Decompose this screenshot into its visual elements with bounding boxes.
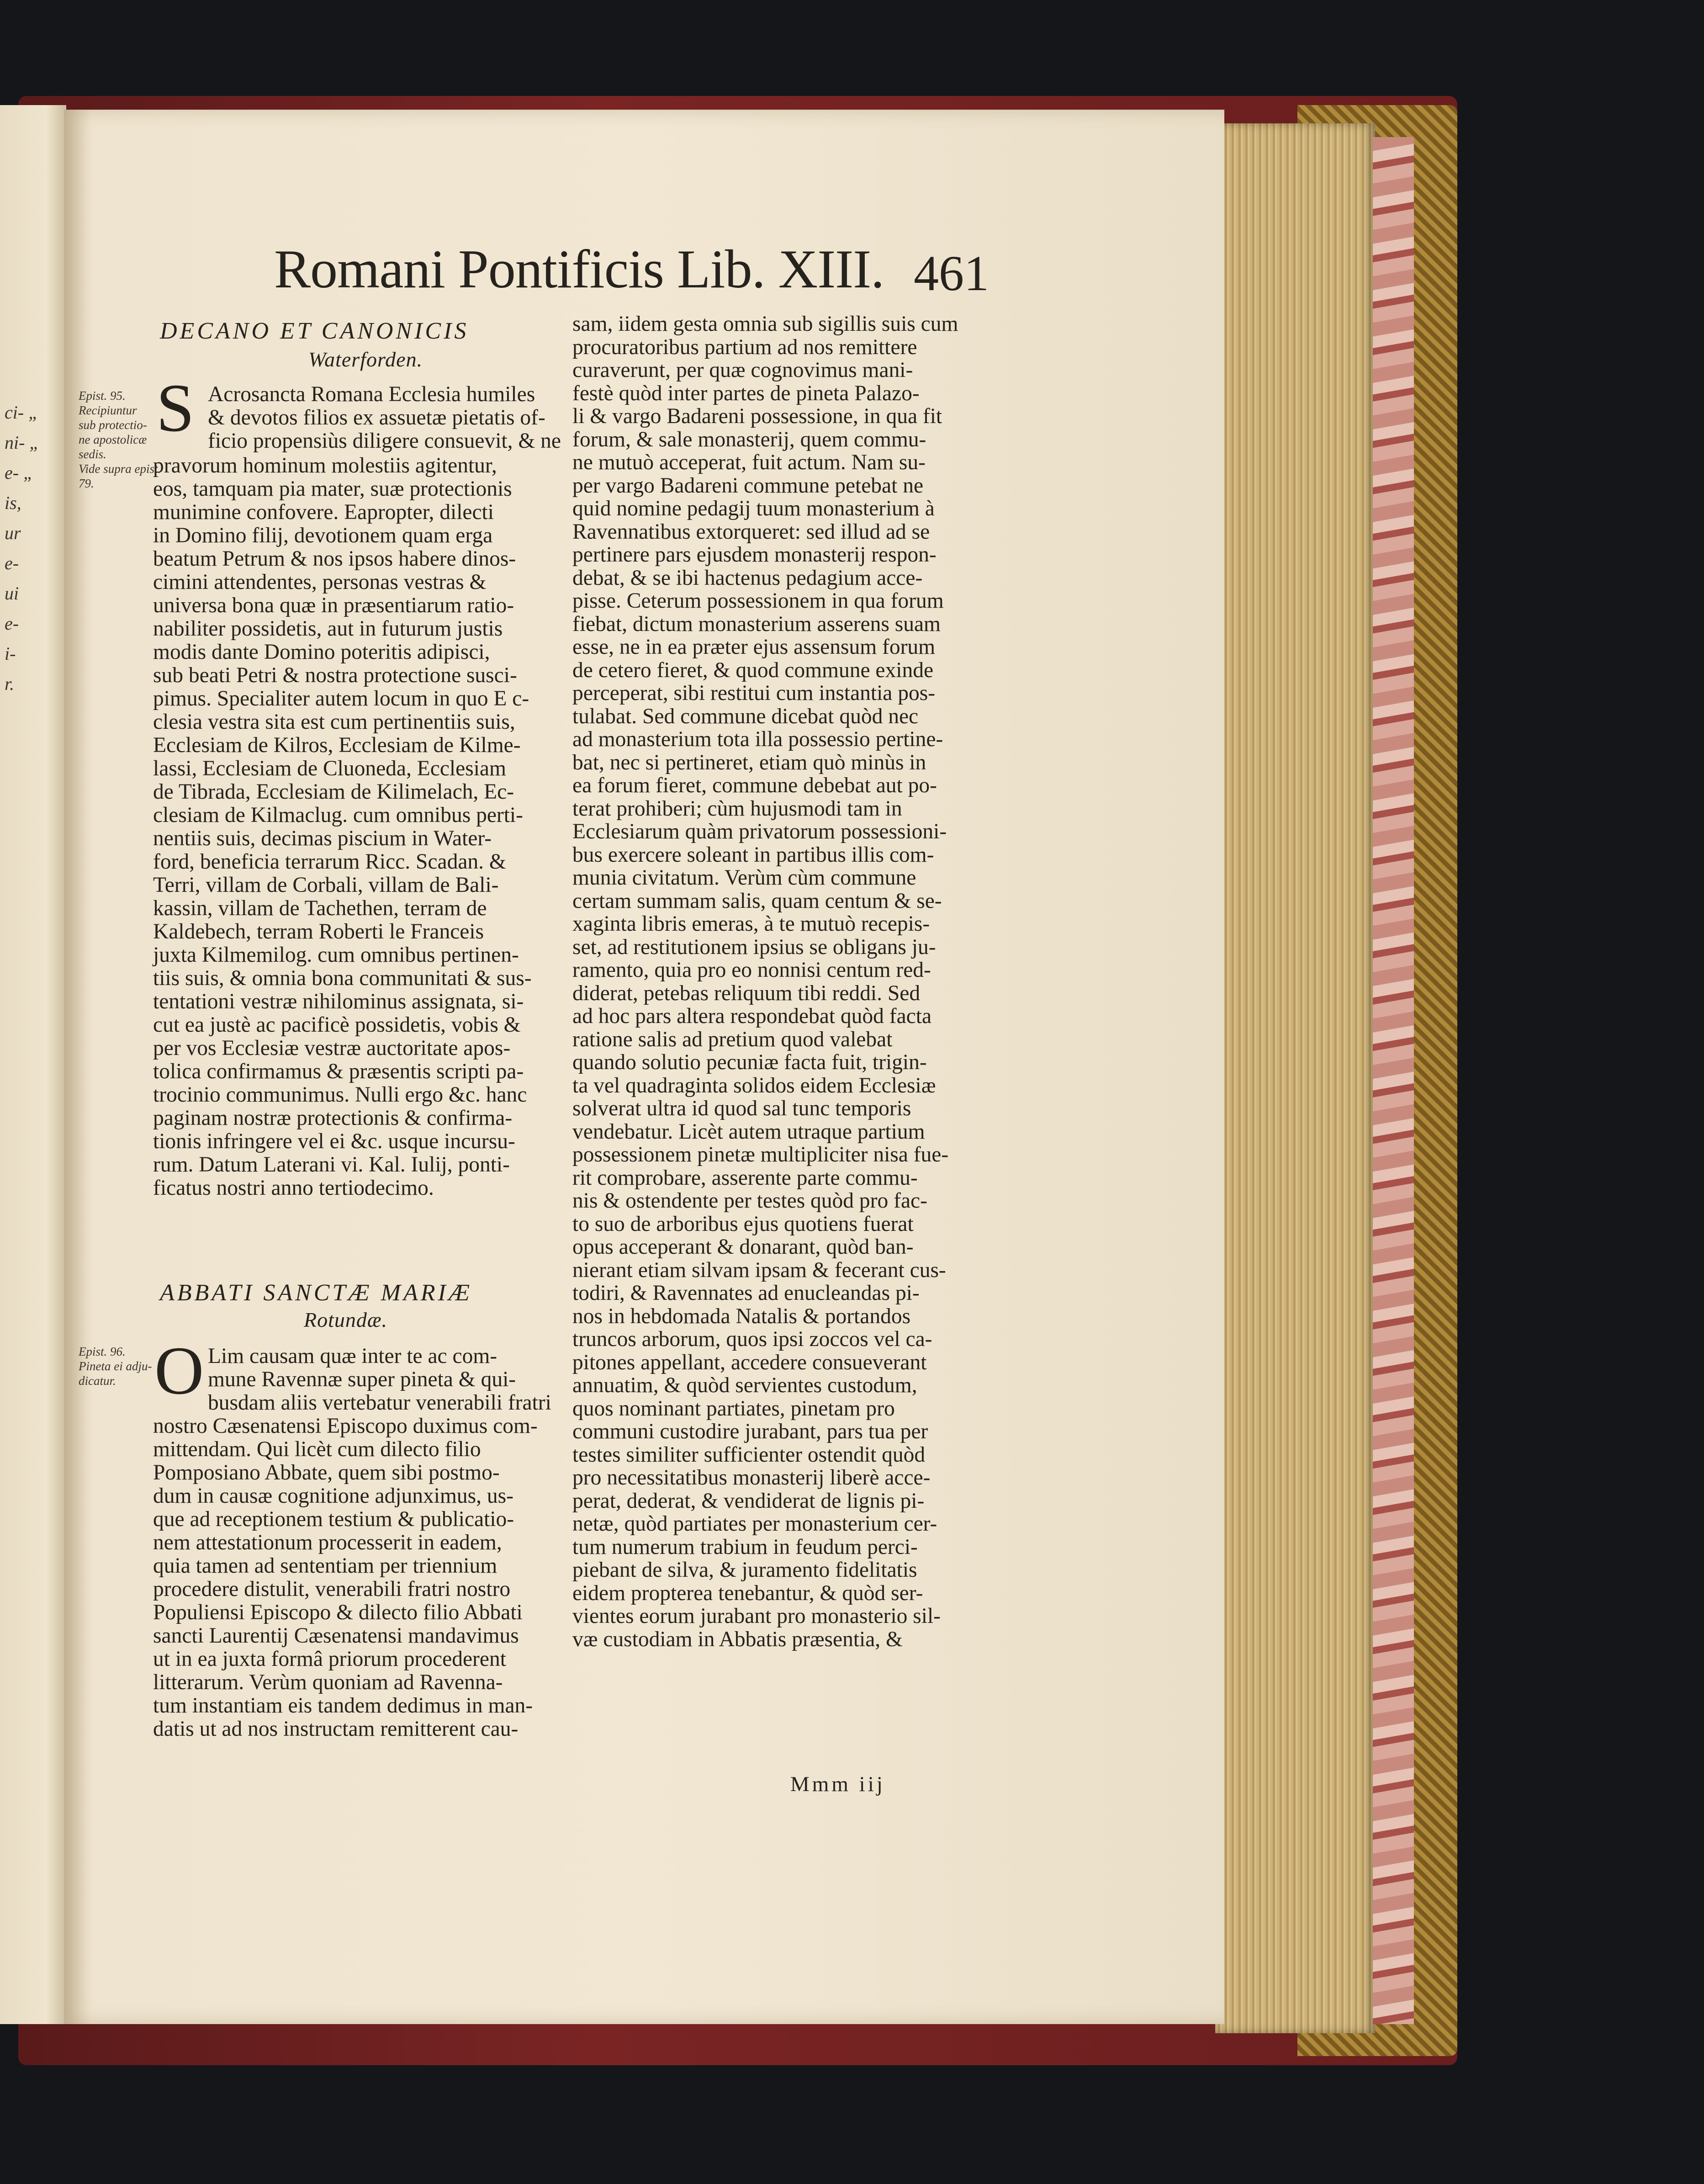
marbled-endpaper <box>1373 137 1414 2024</box>
text-line: litterarum. Verùm quoniam ad Ravenna- <box>153 1670 503 1694</box>
text-line: vientes eorum jurabant pro monasterio sil- <box>572 1604 941 1628</box>
text-line: tolica confirmamus & præsentis scripti pa- <box>153 1060 524 1083</box>
text-line: terat prohiberi; cùm hujusmodi tam in <box>572 796 902 821</box>
letter2-first-lines <box>208 1345 551 1415</box>
text-line: ne mutuò acceperat, fuit actum. Nam su- <box>572 451 926 474</box>
text-line: modis dante Domino poteritis adipisci, <box>153 640 490 664</box>
text-line: procuratoribus partium ad nos remittere <box>572 335 917 359</box>
letter1-margin-note <box>79 388 161 491</box>
left-page-fragment: i- <box>5 643 16 664</box>
text-line: opus acceperant & donarant, quòd ban- <box>572 1235 914 1259</box>
text-line: piebant de silva, & juramento fidelitatis <box>572 1558 917 1582</box>
text-line: væ custodiam in Abbatis præsentia, & <box>572 1627 903 1651</box>
text-line: ad monasterium tota illa possessio pertine- <box>572 727 943 751</box>
page-number: 461 <box>914 245 989 301</box>
text-line: Acrosancta Romana Ecclesia humiles <box>208 382 535 406</box>
text-line: beatum Petrum & nos ipsos habere dinos- <box>153 547 516 571</box>
text-line: li & vargo Badareni possessione, in qua fit <box>572 404 942 428</box>
text-line: mittendam. Qui licèt cum dilecto filio <box>153 1437 481 1461</box>
text-line: sam, iidem gesta omnia sub sigillis suis cum <box>572 312 958 336</box>
text-line: paginam nostræ protectionis & confirma- <box>153 1106 513 1130</box>
text-line: quid nomine pedagij tuum monasterium à <box>572 497 935 520</box>
text-line: de cetero fieret, & quod commune exinde <box>572 658 934 682</box>
text-line: quia tamen ad sententiam per triennium <box>153 1554 497 1578</box>
text-line: quando solutio pecuniæ facta fuit, trigin- <box>572 1050 927 1074</box>
text-line: Kaldebech, terram Roberti le Franceis <box>153 920 484 944</box>
text-line: ficio propensiùs diligere consuevit, & ne <box>208 429 561 453</box>
text-line: sancti Laurentij Cæsenatensi mandavimus <box>153 1624 519 1648</box>
text-line: ratione salis ad pretium quod valebat <box>572 1027 893 1051</box>
text-line: perat, dederat, & vendiderat de lignis pi- <box>572 1489 925 1513</box>
left-page-fragment: ur <box>5 523 21 543</box>
text-line: festè quòd inter partes de pineta Palazo- <box>572 381 920 405</box>
left-page-fragment: is, <box>5 493 21 513</box>
text-line: bat, nec si pertineret, etiam quò minùs in <box>572 750 926 774</box>
text-line: per vargo Badareni commune petebat ne <box>572 473 924 498</box>
margin-note-line: 79. <box>79 477 94 490</box>
text-line: Ravennatibus extorqueret: sed illud ad se <box>572 519 930 544</box>
left-page-fragments <box>5 398 59 699</box>
text-line: mune Ravennæ super pineta & qui- <box>208 1368 516 1391</box>
text-line: certam summam salis, quam centum & se- <box>572 889 942 913</box>
letter1-heading: DECANO ET CANONICIS <box>160 318 469 344</box>
letter2-subheading: Rotundæ. <box>304 1308 388 1331</box>
text-line: lassi, Ecclesiam de Cluoneda, Ecclesiam <box>153 757 506 780</box>
text-line: munimine confovere. Eapropter, dilecti <box>153 500 494 524</box>
text-line: xaginta libris emeras, à te mutuò recepis- <box>572 912 930 936</box>
text-line: ad hoc pars altera respondebat quòd facta <box>572 1004 932 1028</box>
text-line: bus exercere soleant in partibus illis com- <box>572 843 934 867</box>
text-line: quos nominant partiates, pinetam pro <box>572 1396 895 1421</box>
text-line: & devotos filios ex assuetæ pietatis of- <box>208 406 545 429</box>
text-line: tum numerum trabium in feudum perci- <box>572 1535 918 1559</box>
text-line: sub beati Petri & nostra protectione susci- <box>153 663 517 687</box>
text-line: de Tibrada, Ecclesiam de Kilimelach, Ec- <box>153 780 514 804</box>
text-line: cut ea justè ac pacificè possidetis, vobis & <box>153 1013 521 1037</box>
text-line: tulabat. Sed commune dicebat quòd nec <box>572 704 919 728</box>
text-line: Pomposiano Abbate, quem sibi postmo- <box>153 1461 500 1484</box>
text-line: netæ, quòd partiates per monasterium cer- <box>572 1512 937 1536</box>
left-page-fragment: e- <box>5 613 19 634</box>
text-line: esse, ne in ea præter ejus assensum forum <box>572 635 936 659</box>
text-line: testes similiter sufficienter ostendit quòd <box>572 1442 926 1467</box>
text-line: rit comprobare, asserente parte commu- <box>572 1166 918 1190</box>
margin-note-line: Recipiuntur <box>79 403 137 417</box>
text-line: solverat ultra id quod sal tunc temporis <box>572 1097 911 1120</box>
text-line: eidem propterea tenebantur, & quòd ser- <box>572 1581 923 1605</box>
text-line: pro necessitatibus monasterij liberè acce- <box>572 1466 931 1490</box>
left-page-fragment: r. <box>5 673 15 694</box>
running-head: Romani Pontificis Lib. XIII. <box>274 239 884 299</box>
text-line: trocinio communimus. Nulli ergo &c. hanc <box>153 1083 527 1107</box>
letter1-first-lines <box>208 383 561 453</box>
text-line: communi custodire jurabant, pars tua per <box>572 1420 928 1443</box>
text-line: in Domino filij, devotionem quam erga <box>153 524 493 547</box>
text-line: procedere distulit, venerabili fratri nostro <box>153 1577 511 1601</box>
text-line: tentationi vestræ nihilominus assignata, si- <box>153 990 524 1013</box>
margin-note-line: Epist. 96. <box>79 1345 126 1358</box>
text-line: nostro Cæsenatensi Episcopo duximus com- <box>153 1414 538 1438</box>
text-line: tionis infringere vel ei &c. usque incursu- <box>153 1129 515 1153</box>
text-line: datis ut ad nos instructam remitterent cau- <box>153 1717 519 1741</box>
text-line: universa bona quæ in præsentiarum ratio- <box>153 594 514 617</box>
margin-note-line: ne apostolicæ <box>79 433 147 446</box>
text-line: ramento, quia pro eo nonnisi centum red- <box>572 958 931 982</box>
text-line: nabiliter possidetis, aut in futurum justis <box>153 617 503 641</box>
text-line: rum. Datum Laterani vi. Kal. Iulij, ponti- <box>153 1153 510 1177</box>
text-line: ford, beneficia terrarum Ricc. Scadan. & <box>153 850 506 874</box>
margin-note-line: sub protectio- <box>79 418 147 432</box>
text-line: nierant etiam silvam ipsam & fecerant cus- <box>572 1258 946 1282</box>
text-line: set, ad restitutionem ipsius se obligans ju- <box>572 935 936 959</box>
text-line: ficatus nostri anno tertiodecimo. <box>153 1176 434 1200</box>
text-line: annuatim, & quòd servientes custodum, <box>572 1373 917 1397</box>
margin-note-line: Epist. 95. <box>79 389 126 403</box>
left-page-fragment: ui <box>5 583 19 604</box>
left-page-fragment: ci- „ <box>5 402 39 423</box>
text-line: truncos arborum, quos ipsi zoccos vel ca- <box>572 1327 932 1351</box>
left-page-edge <box>0 105 66 2024</box>
text-line: perceperat, sibi restitui cum instantia pos- <box>572 681 936 705</box>
text-line: tiis suis, & omnia bona communitati & sus- <box>153 966 532 990</box>
text-line: pisse. Ceterum possessionem in qua forum <box>572 589 944 613</box>
margin-note-line: Vide supra epist. <box>79 462 161 476</box>
text-line: clesiam de Kilmaclug. cum omnibus perti- <box>153 803 523 827</box>
text-line: juxta Kilmemilog. cum omnibus pertinen- <box>153 943 519 967</box>
text-line: nos in hebdomada Natalis & portandos <box>572 1304 911 1328</box>
text-line: ea forum fieret, commune debebat aut po- <box>572 774 937 797</box>
text-line: pravorum hominum molestiis agitentur, <box>153 454 497 477</box>
letter2-margin-note <box>79 1344 152 1388</box>
right-column-body <box>572 313 974 1651</box>
text-line: dum in causæ cognitione adjunximus, us- <box>153 1484 513 1508</box>
text-line: pimus. Specialiter autem locum in quo E c- <box>153 687 529 710</box>
text-line: forum, & sale monasterij, quem commu- <box>572 427 926 451</box>
text-line: Terri, villam de Corbali, villam de Bali- <box>153 873 499 897</box>
left-page-fragment: ni- „ <box>5 432 40 453</box>
margin-note-line: Pineta ei adju- <box>79 1359 152 1373</box>
text-line: possessionem pinetæ multipliciter nisa fue- <box>572 1143 949 1166</box>
letter2-body <box>153 1415 550 1741</box>
signature-mark: Mmm iij <box>790 1772 885 1796</box>
text-line: eos, tamquam pia mater, suæ protectionis <box>153 477 512 501</box>
text-line: ta vel quadraginta solidos eidem Ecclesiæ <box>572 1073 936 1097</box>
text-line: curaverunt, per quæ cognovimus mani- <box>572 358 913 382</box>
text-line: to suo de arboribus ejus quotiens fuerat <box>572 1212 914 1236</box>
text-line: pitones appellant, accedere consueverant <box>572 1350 927 1374</box>
text-line: nis & ostendente per testes quòd pro fac- <box>572 1189 927 1213</box>
text-line: todiri, & Ravennates ad enucleandas pi- <box>572 1281 920 1305</box>
text-line: debat, & se ibi hactenus pedagium acce- <box>572 566 923 590</box>
margin-note-line: dicatur. <box>79 1374 116 1388</box>
letter2-heading: ABBATI SANCTÆ MARIÆ <box>160 1280 473 1306</box>
text-line: nem attestationum processerit in eadem, <box>153 1531 502 1554</box>
left-page-fragment: e- <box>5 553 19 573</box>
text-line: cimini attendentes, personas vestras & <box>153 570 487 594</box>
page-fore-edge <box>1215 123 1375 2033</box>
text-line: vendebatur. Licèt autem utraque partium <box>572 1119 925 1144</box>
text-line: Populiensi Episcopo & dilecto filio Abbati <box>153 1601 523 1624</box>
text-line: clesia vestra sita est cum pertinentiis suis, <box>153 710 515 734</box>
margin-note-line: sedis. <box>79 447 106 461</box>
letter2-dropcap: O <box>154 1333 204 1409</box>
text-line: busdam aliis vertebatur venerabili fratri <box>208 1391 551 1415</box>
text-line: ut in ea juxta formâ priorum procederent <box>153 1647 506 1671</box>
text-line: que ad receptionem testium & publicatio- <box>153 1507 514 1531</box>
letter1-body <box>153 454 550 1200</box>
text-line: fiebat, dictum monasterium asserens suam <box>572 612 941 636</box>
text-line: Lim causam quæ inter te ac com- <box>208 1344 497 1368</box>
left-page-fragment: e- „ <box>5 462 34 483</box>
text-line: per vos Ecclesiæ vestræ auctoritate apos- <box>153 1036 511 1060</box>
letter1-dropcap: S <box>156 370 195 446</box>
letter1-subheading: Waterforden. <box>308 348 423 371</box>
text-line: nentiis suis, decimas piscium in Water- <box>153 827 492 850</box>
text-line: Ecclesiam de Kilros, Ecclesiam de Kilme- <box>153 733 521 757</box>
text-line: diderat, petebas reliquum tibi reddi. Sed <box>572 981 921 1005</box>
text-line: kassin, villam de Tachethen, terram de <box>153 896 487 920</box>
text-line: tum instantiam eis tandem dedimus in man- <box>153 1694 533 1718</box>
text-line: munia civitatum. Verùm cùm commune <box>572 866 916 890</box>
text-line: Ecclesiarum quàm privatorum possessioni- <box>572 820 947 843</box>
text-line: pertinere pars ejusdem monasterij respon- <box>572 543 937 567</box>
